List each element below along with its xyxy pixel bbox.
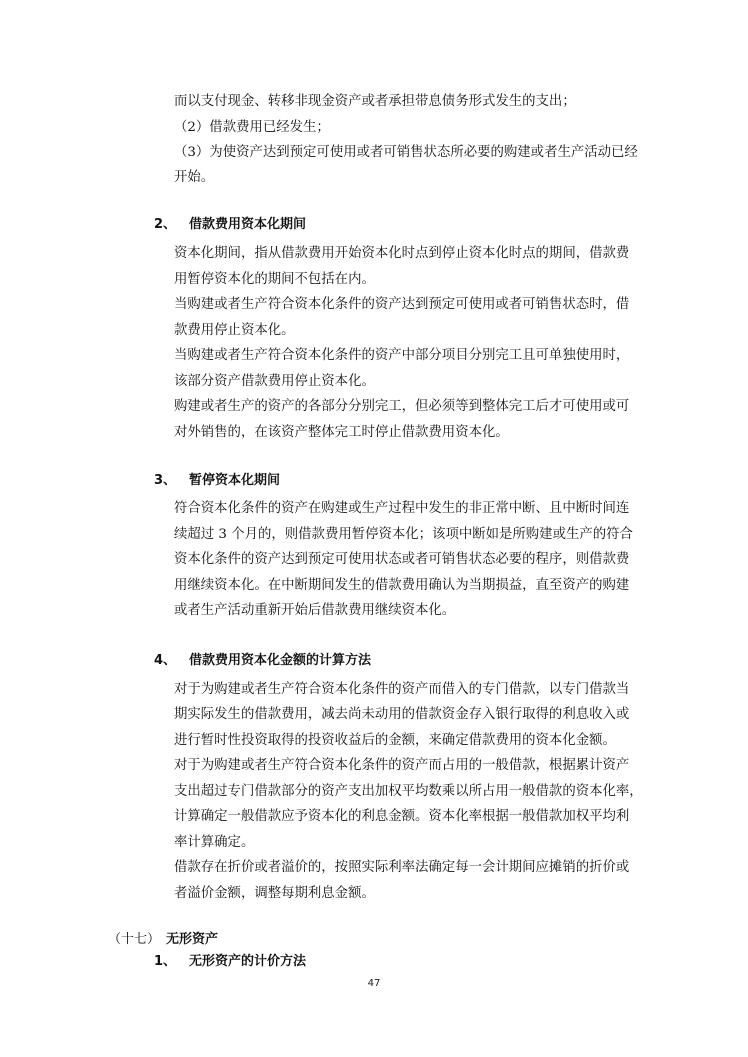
- page-number: 47: [367, 978, 381, 989]
- section-title: 暂停资本化期间: [189, 473, 281, 488]
- paragraph-line: 符合资本化条件的资产在购建或生产过程中发生的非正常中断、且中断时间连: [174, 501, 630, 516]
- paragraph-line: 对外销售的，在该资产整体完工时停止借款费用资本化。: [174, 425, 509, 440]
- paragraph-line: 而以支付现金、转移非现金资产或者承担带息债务形式发生的支出；: [174, 94, 576, 109]
- paragraph-line: 率计算确定。: [174, 835, 255, 850]
- paragraph-line: 支出超过专门借款部分的资产支出加权平均数乘以所占用一般借款的资本化率，: [174, 784, 643, 799]
- chapter-title: 无形资产: [166, 932, 219, 947]
- section-number: 3、: [154, 473, 177, 488]
- chapter-heading: [108, 930, 218, 950]
- paragraph-line: 当购建或者生产符合资本化条件的资产达到预定可使用或者可销售状态时，借: [174, 297, 630, 312]
- section-title: 无形资产的计价方法: [189, 954, 307, 969]
- chapter-label: （十七）: [108, 932, 161, 947]
- paragraph-line: 购建或者生产的资产的各部分分别完工，但必须等到整体完工后才可使用或可: [174, 399, 630, 414]
- paragraph-line: 进行暂时性投资取得的投资收益后的金额，来确定借款费用的资本化金额。: [174, 733, 616, 748]
- paragraph-line: 款费用停止资本化。: [174, 323, 295, 338]
- paragraph-line: 期实际发生的借款费用，减去尚未动用的借款资金存入银行取得的利息收入或: [174, 707, 630, 722]
- paragraph-line: 用继续资本化。在中断期间发生的借款费用确认为当期损益，直至资产的购建: [174, 578, 630, 593]
- paragraph-line: 借款存在折价或者溢价的，按照实际利率法确定每一会计期间应摊销的折价或: [174, 860, 630, 875]
- paragraph-line: 对于为购建或者生产符合资本化条件的资产而占用的一般借款，根据累计资产: [174, 758, 630, 773]
- section-number: 1、: [154, 954, 177, 969]
- section-title: 借款费用资本化期间: [189, 217, 307, 232]
- paragraph-line: 对于为购建或者生产符合资本化条件的资产而借入的专门借款，以专门借款当: [174, 682, 630, 697]
- paragraph-line: 计算确定一般借款应予资本化的利息金额。资本化率根据一般借款加权平均利: [174, 809, 630, 824]
- paragraph-line: 者溢价金额，调整每期利息金额。: [174, 886, 375, 901]
- paragraph-line: 续超过 3 个月的，则借款费用暂停资本化；该项中断如是所购建或生产的符合: [174, 527, 633, 542]
- paragraph-line: 或者生产活动重新开始后借款费用继续资本化。: [174, 603, 456, 618]
- paragraph-line: （2）借款费用已经发生；: [174, 120, 330, 135]
- paragraph-line: 该部分资产借款费用停止资本化。: [174, 374, 375, 389]
- paragraph-line: 用暂停资本化的期间不包括在内。: [174, 272, 375, 287]
- section-number: 2、: [154, 217, 177, 232]
- paragraph-line: （3）为使资产达到预定可使用或者可销售状态所必要的购建或者生产活动已经: [174, 145, 638, 160]
- paragraph-line: 资本化条件的资产达到预定可使用状态或者可销售状态必要的程序，则借款费: [174, 552, 630, 567]
- section-title: 借款费用资本化金额的计算方法: [189, 653, 372, 668]
- paragraph-line: 资本化期间，指从借款费用开始资本化时点到停止资本化时点的期间，借款费: [174, 246, 630, 261]
- paragraph-line: 当购建或者生产符合资本化条件的资产中部分项目分别完工且可单独使用时，: [174, 348, 630, 363]
- section-number: 4、: [154, 653, 177, 668]
- paragraph-line: 开始。: [174, 170, 215, 185]
